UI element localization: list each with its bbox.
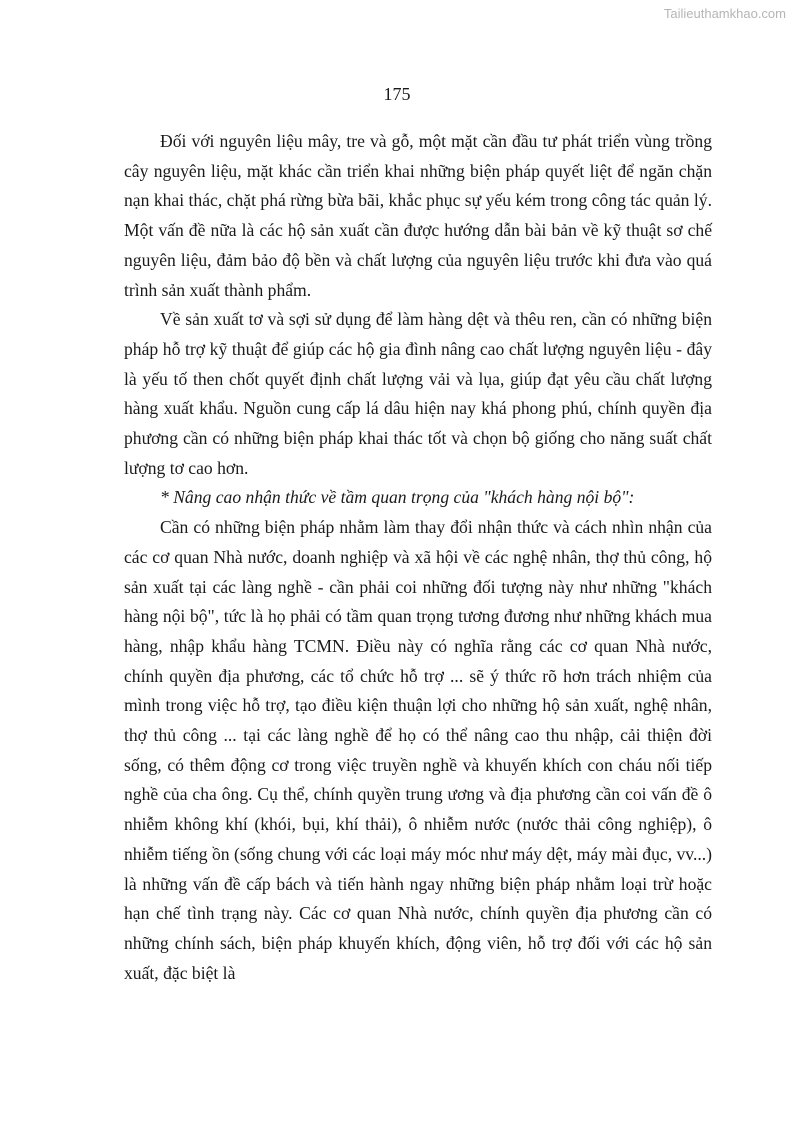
watermark-text: Tailieuthamkhao.com: [663, 6, 786, 21]
document-body: [124, 127, 712, 988]
paragraph-awareness-measures: Cần có những biện pháp nhằm làm thay đổi nhận thức và cách nhìn nhận của các cơ quan Nhà nước, doanh nghiệp và xã hội về các nghệ nhân, thợ thủ công, hộ sản xuất tại các làng nghề - cần phải coi những đối tượng này như những "khách hàng nội bộ", tức là họ phải có tầm quan trọng tương đương như những khách mua hàng, nhập khẩu hàng TCMN. Điều này có nghĩa rằng các cơ quan Nhà nước, chính quyền địa phương, các tổ chức hỗ trợ ... sẽ ý thức rõ hơn trách nhiệm của mình trong việc hỗ trợ, tạo điều kiện thuận lợi cho những hộ sản xuất, nghệ nhân, thợ thủ công ... tại các làng nghề để họ có thể nâng cao thu nhập, cải thiện đời sống, có thêm động cơ trong việc truyền nghề và khuyến khích con cháu nối tiếp nghề của cha ông. Cụ thể, chính quyền trung ương và địa phương cần coi vấn đề ô nhiễm không khí (khói, bụi, khí thải), ô nhiễm nước (nước thải công nghiệp), ô nhiễm tiếng ồn (sống chung với các loại máy móc như máy dệt, máy mài đục, vv...) là những vấn đề cấp bách và tiến hành ngay những biện pháp nhằm loại trừ hoặc hạn chế tình trạng này. Các cơ quan Nhà nước, chính quyền địa phương cần có những chính sách, biện pháp khuyến khích, động viên, hỗ trợ đối với các hộ sản xuất, đặc biệt là: [124, 517, 712, 983]
section-heading-internal-customer: * Nâng cao nhận thức về tầm quan trọng của "khách hàng nội bộ":: [160, 487, 635, 508]
paragraph-silk-production: Về sản xuất tơ và sợi sử dụng để làm hàng dệt và thêu ren, cần có những biện pháp hỗ trợ kỹ thuật để giúp các hộ gia đình nâng cao chất lượng nguyên liệu - đây là yếu tố then chốt quyết định chất lượng vải và lụa, giúp đạt yêu cầu chất lượng hàng xuất khẩu. Nguồn cung cấp lá dâu hiện nay khá phong phú, chính quyền địa phương cần có những biện pháp khai thác tốt và chọn bộ giống cho năng suất chất lượng tơ cao hơn.: [124, 309, 712, 478]
paragraph-raw-materials: Đối với nguyên liệu mây, tre và gỗ, một mặt cần đầu tư phát triển vùng trồng cây nguyên liệu, mặt khác cần triển khai những biện pháp quyết liệt để ngăn chặn nạn khai thác, chặt phá rừng bừa bãi, khắc phục sự yếu kém trong công tác quản lý. Một vấn đề nữa là các hộ sản xuất cần được hướng dẫn bài bản về kỹ thuật sơ chế nguyên liệu, đảm bảo độ bền và chất lượng của nguyên liệu trước khi đưa vào quá trình sản xuất thành phẩm.: [124, 131, 712, 300]
page-number: 175: [383, 84, 411, 104]
